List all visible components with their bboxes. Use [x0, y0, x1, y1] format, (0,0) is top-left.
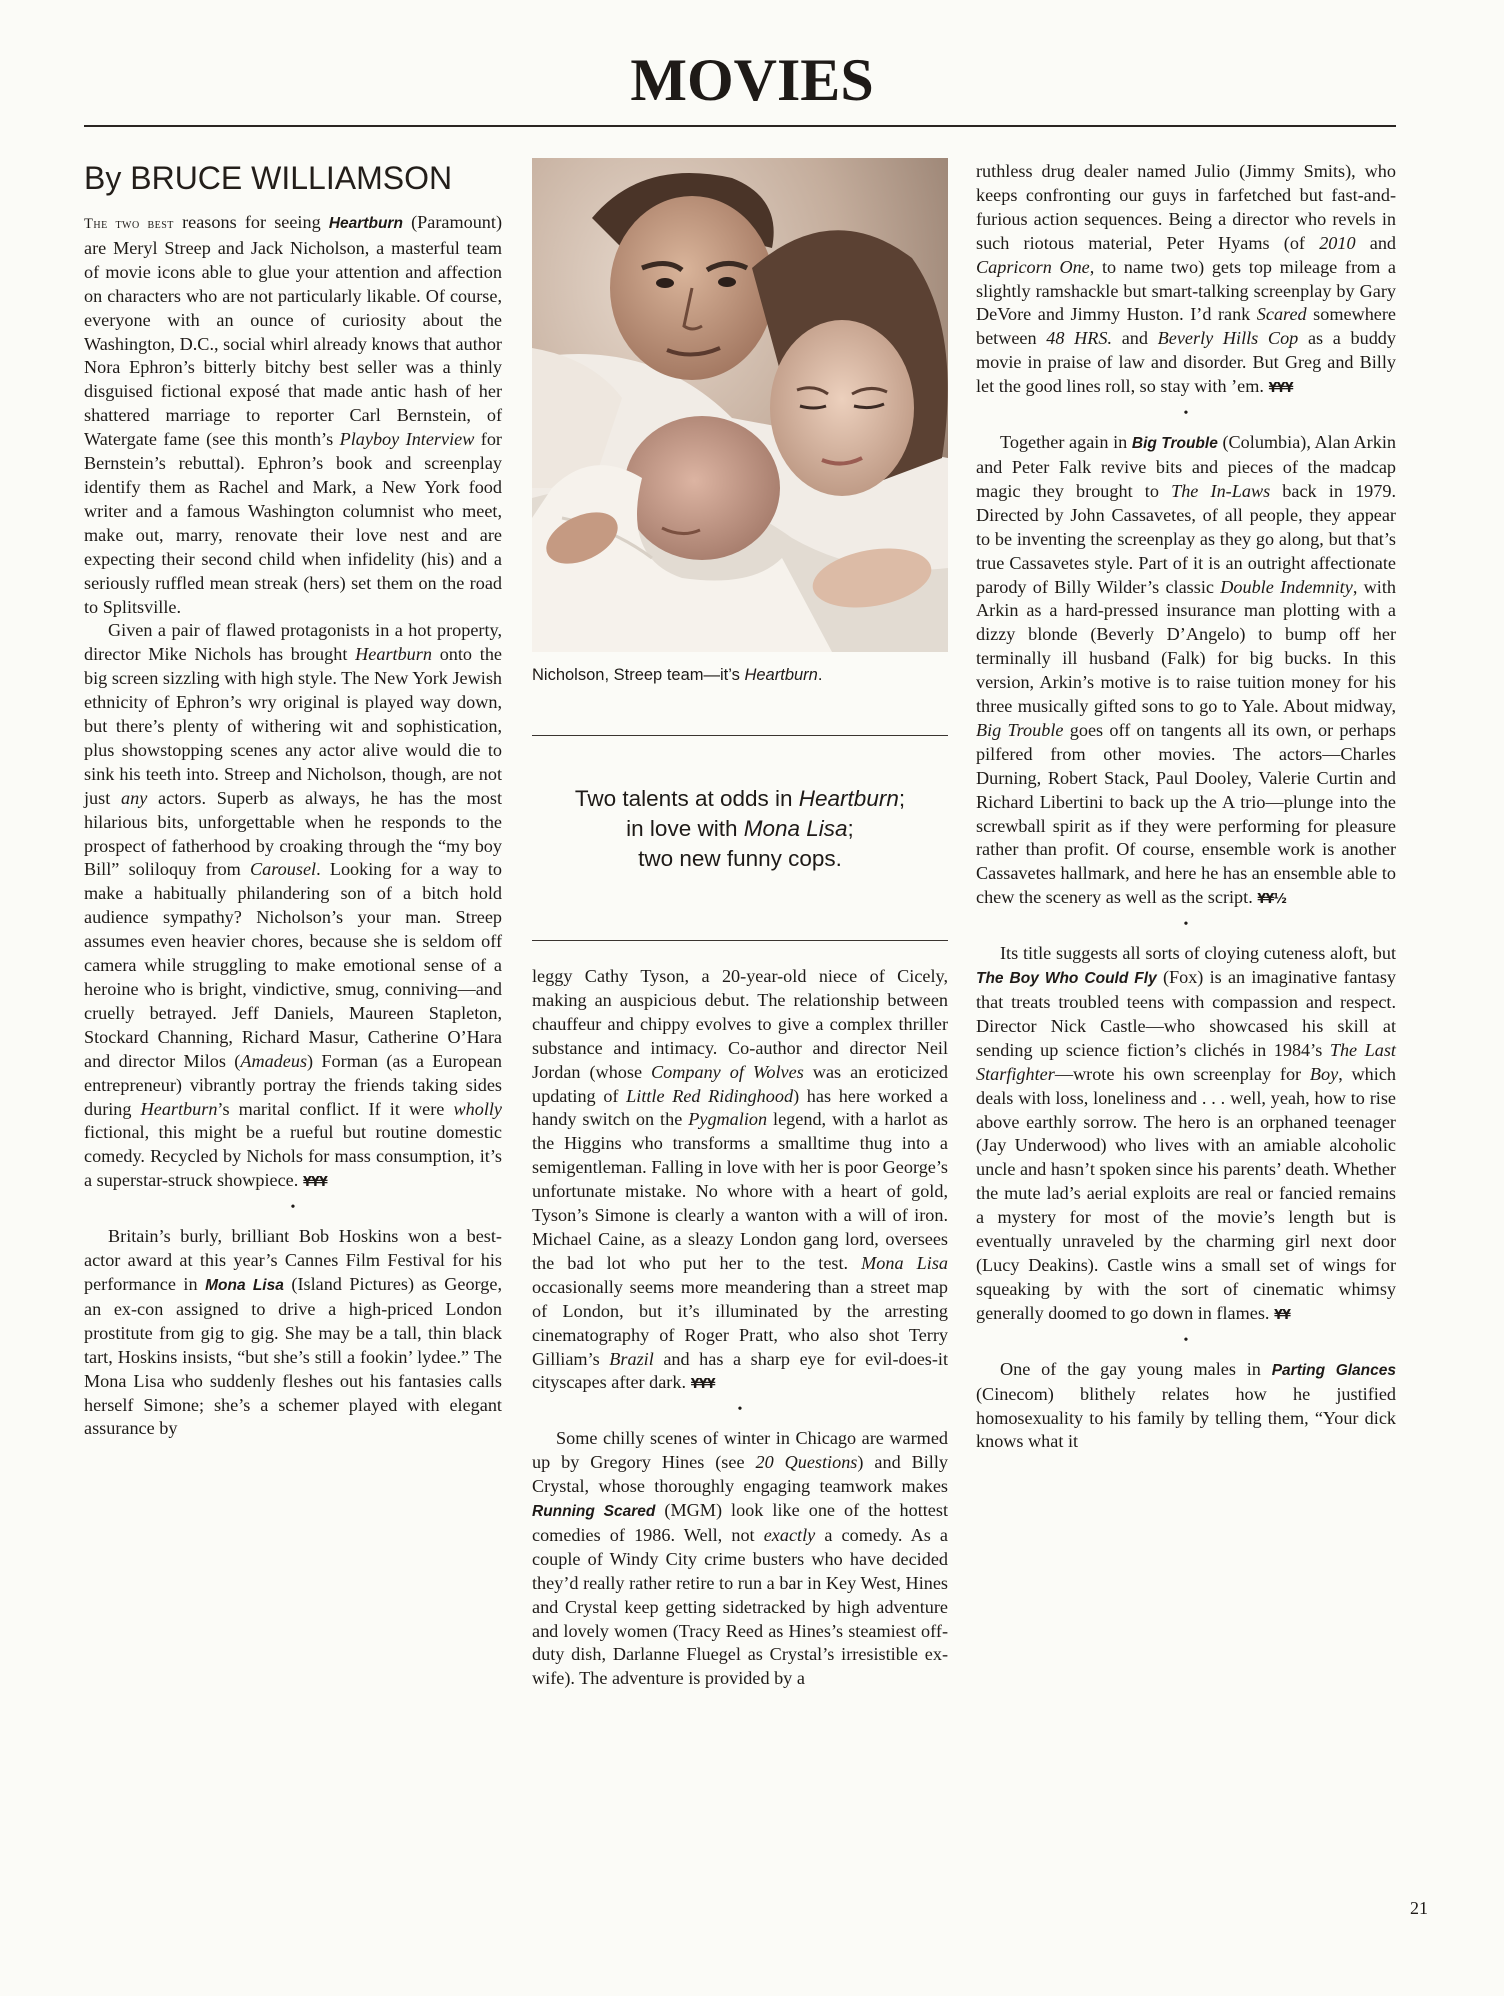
- film-title: Running Scared: [532, 1503, 656, 1521]
- photo-heartburn: [532, 158, 948, 652]
- film-title: Parting Glances: [1271, 1361, 1397, 1379]
- rating-icon: ¥¥: [1274, 1307, 1291, 1323]
- paragraph: Together again in Big Trouble (Columbia), Alan Arkin and Peter Falk revive bits and pieces of the madcap magic they brought to The In-Laws back in 1979. Directed by John Cassavetes, of all people, they appear to be inventing the screenplay as they go along, but that’s true Cassavetes style. Part of it is an outright affectionate parody of Billy Wilder’s classic Double Indemnity, with Arkin as a hard-pressed insurance man plotting with a dizzy blonde (Beverly D’Angelo) to bump off her terminally ill husband (Falk) for big bucks. In this version, Arkin’s motive is to raise tuition money for his three musically gifted sons to go to Yale. About midway, Big Trouble goes off on tangents all its own, or perhaps pilfered from other movies. The actors—Charles Durning, Robert Stack, Paul Dooley, Valerie Curtin and Richard Libertini to back up the A trio—plunge into the screwball spirit as if they were performing for pleasure rather than profit. Of course, ensemble work is another Cassavetes hallmark, and here he has an ensemble able to chew the scenery as well as the script. ¥¥½: [976, 432, 1397, 908]
- rating-icon: ¥¥¥: [302, 1175, 327, 1191]
- separator-bullet: •: [1183, 406, 1189, 422]
- page-title: MOVIES: [630, 47, 874, 113]
- paragraph: leggy Cathy Tyson, a 20-year-old niece of Cicely, making an auspicious debut. The relationship between chauffeur and chippy evolves to give a complex thriller substance and intimacy. Co-author and director Neil Jordan (whose Company of Wolves was an eroticized updating of Little Red Ridinghood) has here worked a handy switch on the Pygmalion legend, with a harlot as the Higgins who transforms a smalltime thug into a semigentleman. Falling in love with her is poor George’s unfortunate mistake. No whore with a heart of gold, Tyson’s Simone is clearly a wanton with a will of iron. Michael Caine, as a sleazy London gang lord, oversees the bad lot who put her to the test. Mona Lisa occasionally seems more meandering than a street map of London, but it’s illuminated by the arresting cinematography of Roger Pratt, who also shot Terry Gilliam’s Brazil and has a sharp eye for evil-does-it cityscapes after dark. ¥¥¥: [532, 966, 949, 1393]
- rating-icon: ¥¥¥: [1268, 381, 1293, 397]
- column-1: [84, 150, 502, 1441]
- paragraph: Some chilly scenes of winter in Chicago are warmed up by Gregory Hines (see 20 Questions) and Billy Crystal, whose thoroughly engaging teamwork makes Running Scared (MGM) look like one of the hottest comedies of 1986. Well, not exactly a comedy. As a couple of Windy City crime busters who have decided they’d really rather retire to run a bar in Key West, Hines and Crystal keep getting sidetracked by high adventure and lovely women (Tracy Reed as Hines’s steamiest off-duty dish, Darlanne Fluegel as Crystal’s irresistible ex-wife). The adventure is provided by a: [532, 1428, 949, 1689]
- film-title: Mona Lisa: [205, 1276, 284, 1294]
- byline: By BRUCE WILLIAMSON: [84, 160, 453, 196]
- photo-caption: Nicholson, Streep team—it’s Heartburn.: [532, 666, 823, 684]
- paragraph: Britain’s burly, brilliant Bob Hoskins won a best-actor award at this year’s Cannes Film Festival for his performance in Mona Lisa (Island Pictures) as George, an ex-con assigned to drive a high-priced London prostitute from gig to gig. She may be a tall, thin black tart, Hoskins insists, “but she’s still a fookin’ lydee.” The Mona Lisa who suddenly fleshes out his fantasies calls herself Simone; she’s a schemer played with elegant assurance by: [84, 1226, 502, 1439]
- column-2: [532, 158, 948, 1691]
- paragraph: ruthless drug dealer named Julio (Jimmy Smits), who keeps confronting our guys in farfetched but fast-and-furious action sequences. Being a director who revels in such riotous material, Peter Hyams (of 2010 and Capricorn One, to name two) gets top mileage from a slightly ramshackle but smart-talking screenplay by Gary DeVore and Jimmy Huston. I’d rank Scared somewhere between 48 HRS. and Beverly Hills Cop as a buddy movie in praise of law and disorder. But Greg and Billy let the good lines roll, so stay with ’em. ¥¥¥: [976, 161, 1397, 397]
- pull-quote: Two talents at odds in Heartburn; in love with Mona Lisa; two new funny cops.: [574, 786, 906, 871]
- photo-illustration: [532, 158, 948, 652]
- film-title: The Boy Who Could Fly: [976, 970, 1157, 988]
- separator-bullet: •: [1183, 917, 1189, 933]
- header-rule: [84, 125, 1396, 127]
- rating-icon: ¥¥½: [1257, 892, 1286, 908]
- column-3: [976, 160, 1396, 1454]
- paragraph: The two best reasons for seeing Heartburn (Paramount) are Meryl Streep and Jack Nicholson, a masterful team of movie icons able to glue your attention and affection on characters who are not particularly likable. Of course, everyone with an ounce of curiosity about the Washington, D.C., social whirl already knows that author Nora Ephron’s bitterly bitchy best seller was a thinly disguised fictional exposé that made antic hash of her shattered marriage to reporter Carl Bernstein, of Watergate fame (see this month’s Playboy Interview for Bernstein’s rebuttal). Ephron’s book and screenplay identify them as Rachel and Mark, a New York food writer and a famous Washington columnist who meet, make out, marry, renovate their love nest and are expecting their second child when infidelity (his) and a seriously ruffled mean streak (hers) set them on the road to Splitsville.: [84, 212, 503, 617]
- lead-in: The two best: [84, 216, 174, 232]
- paragraph: Its title suggests all sorts of cloying cuteness aloft, but The Boy Who Could Fly (Fox) is an imaginative fantasy that treats troubled teens with compassion and respect. Director Nick Castle—who showcased his skill at sending up science fiction’s clichés in 1984’s The Last Starfighter—wrote his own screenplay for Boy, which deals with loss, loneliness and . . . well, yeah, how to rise above earthly sorrow. The hero is an orphaned teenager (Jay Underwood) who lives with an amiable alcoholic uncle and hasn’t spoken since his parents’ death. Whether the mute lad’s aerial exploits are real or fancied remains a mystery for most of the movie’s length but is eventually unraveled by the charming girl next door (Lucy Deakins). Castle wins a small set of wings for squeaking by with the sort of cinematic whimsy generally doomed to go down in flames. ¥¥: [976, 943, 1396, 1323]
- film-title: Heartburn: [328, 215, 403, 232]
- separator-bullet: •: [737, 1402, 743, 1418]
- paragraph: Given a pair of flawed protagonists in a hot property, director Mike Nichols has brought Heartburn onto the big screen sizzling with high style. The New York Jewish ethnicity of Ephron’s wry original is played way down, but there’s plenty of withering wit and sophistication, plus showstopping scenes any actor alive would die to sink his teeth into. Streep and Nicholson, though, are not just any actors. Superb as always, he has the most hilarious bits, unforgettable when he responds to the prospect of fatherhood by croaking through the “my boy Bill” soliloquy from Carousel. Looking for a way to make a habitually philandering son of a bitch hold audience sympathy? Nicholson’s your man. Streep assumes even heavier chores, because she is seldom off camera while struggling to make emotional sense of a heroine who is bright, vindictive, smug, conniving—and cruelly betrayed. Jeff Daniels, Maureen Stapleton, Stockard Channing, Richard Masur, Catherine O’Hara and director Milos (Amadeus) Forman (as a European entrepreneur) vibrantly portray the friends taking sides during Heartburn’s marital conflict. If it were wholly fictional, this might be a rueful but routine domestic comedy. Recycled by Nichols for mass consumption, it’s a superstar-struck showpiece. ¥¥¥: [84, 620, 503, 1191]
- rating-icon: ¥¥¥: [690, 1377, 715, 1393]
- divider: [532, 735, 948, 736]
- paragraph: One of the gay young males in Parting Glances (Cinecom) blithely relates how he justified homosexuality to his family by telling them, “Your dick knows what it: [976, 1358, 1397, 1452]
- separator-bullet: •: [290, 1200, 296, 1216]
- film-title: Big Trouble: [1131, 435, 1218, 453]
- page-number: 21: [1410, 1898, 1428, 1918]
- separator-bullet: •: [1183, 1332, 1189, 1348]
- divider: [532, 940, 948, 941]
